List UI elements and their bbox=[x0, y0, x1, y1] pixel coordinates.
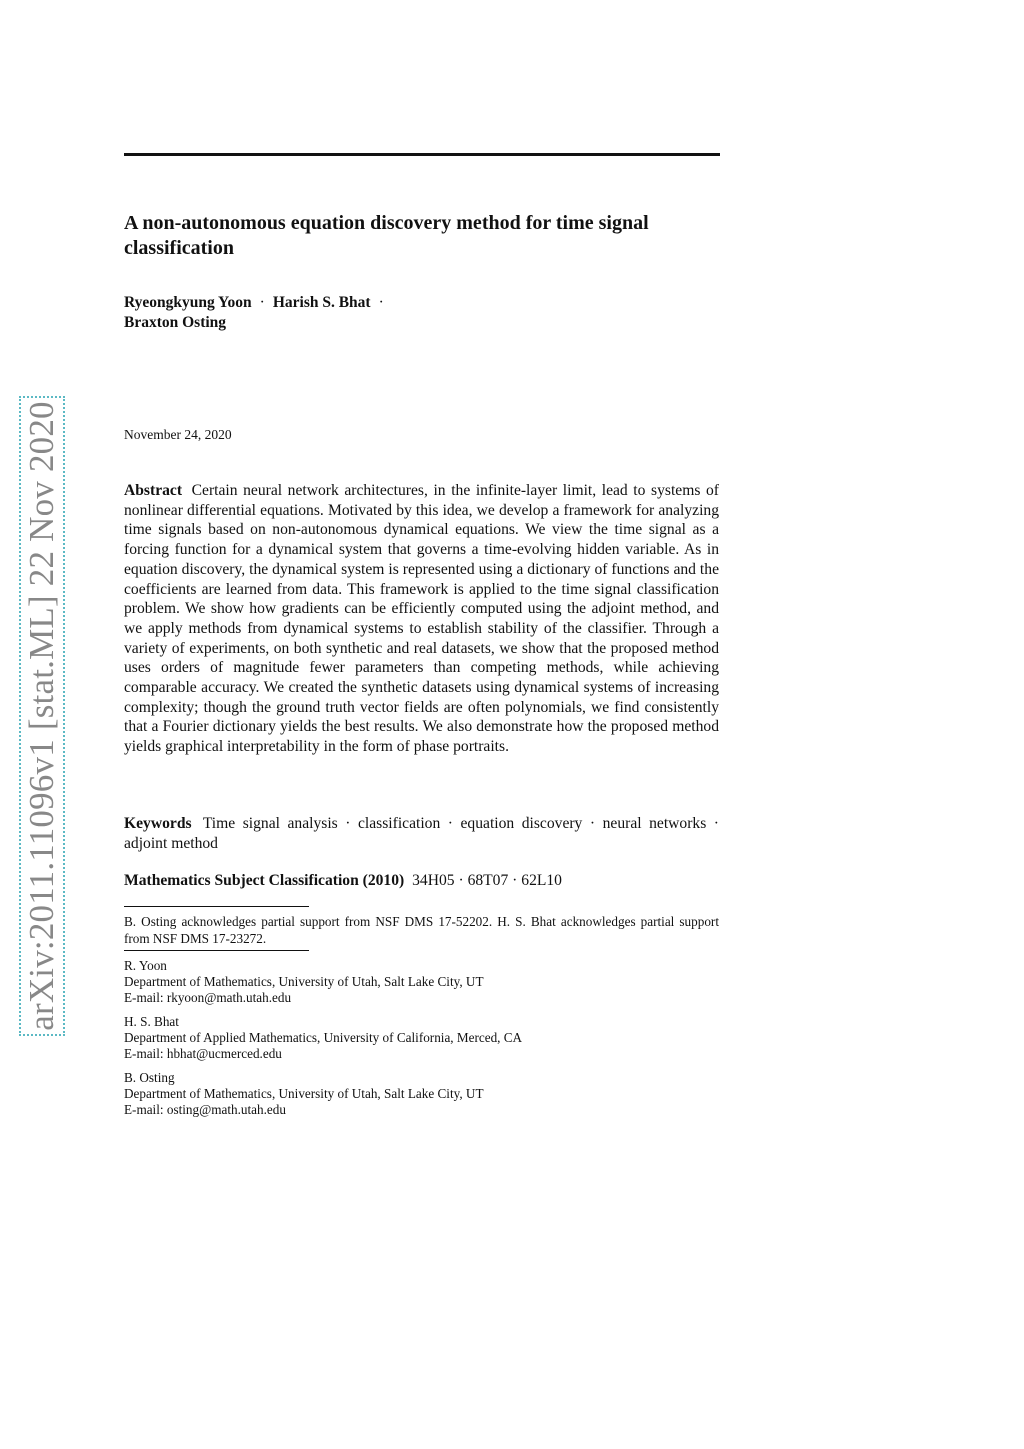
author-name: Ryeongkyung Yoon bbox=[124, 294, 252, 311]
msc-classification bbox=[124, 871, 719, 891]
affiliation-email: E-mail: hbhat@ucmerced.edu bbox=[124, 1046, 282, 1061]
affiliation-dept: Department of Applied Mathematics, University of California, Merced, CA bbox=[124, 1030, 523, 1045]
author-name: Harish S. Bhat bbox=[272, 294, 371, 311]
author-list bbox=[124, 293, 724, 333]
keywords-text: Time signal analysis · classification · equation discovery · neural networks · adjoint method bbox=[124, 815, 719, 852]
affiliation-name: H. S. Bhat bbox=[124, 1014, 179, 1029]
affiliation-block bbox=[124, 1014, 719, 1062]
footnote-rule bbox=[124, 906, 309, 907]
affiliation-block bbox=[124, 958, 719, 1006]
arxiv-stamp: arXiv:2011.11096v1 [stat.ML] 22 Nov 2020 bbox=[22, 401, 61, 1031]
paper-title: A non-autonomous equation discovery method for time signal classification bbox=[124, 212, 649, 259]
keywords-label: Keywords bbox=[124, 815, 192, 832]
author-name: Braxton Osting bbox=[124, 314, 227, 331]
affiliation-dept: Department of Mathematics, University of Utah, Salt Lake City, UT bbox=[124, 974, 484, 989]
paper-date: November 24, 2020 bbox=[124, 427, 232, 442]
msc-label: Mathematics Subject Classification (2010) bbox=[124, 872, 405, 889]
msc-codes: 34H05 · 68T07 · 62L10 bbox=[412, 872, 562, 889]
abstract-text: Certain neural network architectures, in the infinite-layer limit, lead to systems of nonlinear differential equations. Motivated by this idea, we develop a framework for analyzing time signals based on non-autonomous dynamical equations. We view the time signal as a forcing function for a dynamical system that governs a time-evolving hidden variable. As in equation discovery, the dynamical system is represented using a dictionary of functions and the coefficients are learned from data. This framework is applied to the time signal classification problem. We show how gradients can be efficiently computed using the adjoint method, and we apply methods from dynamical systems to establish stability of the classifier. Through a variety of experiments, on both synthetic and real datasets, we show that the proposed method uses orders of magnitude fewer parameters than competing methods, while achieving comparable accuracy. We created the synthetic datasets using dynamical systems of increasing complexity; though the ground truth vector fields are often polynomials, we find consistently that a Fourier dictionary yields the best results. We also demonstrate how the proposed method yields graphical interpretability in the form of phase portraits. bbox=[124, 482, 719, 756]
top-rule bbox=[124, 153, 720, 156]
footnote-rule bbox=[124, 950, 309, 951]
author-separator: · bbox=[378, 294, 384, 311]
affiliation-block bbox=[124, 1070, 719, 1118]
affiliation-email: E-mail: osting@math.utah.edu bbox=[124, 1102, 286, 1117]
affiliation-dept: Department of Mathematics, University of Utah, Salt Lake City, UT bbox=[124, 1086, 484, 1101]
funding-note: B. Osting acknowledges partial support from NSF DMS 17-52202. H. S. Bhat acknowledges partial support from NSF DMS 17-23272. bbox=[124, 914, 719, 946]
affiliation-name: R. Yoon bbox=[124, 958, 167, 973]
author-separator: · bbox=[259, 294, 265, 311]
abstract bbox=[124, 481, 719, 757]
keywords bbox=[124, 814, 719, 854]
affiliation-email: E-mail: rkyoon@math.utah.edu bbox=[124, 990, 292, 1005]
abstract-label: Abstract bbox=[124, 482, 183, 499]
affiliation-name: B. Osting bbox=[124, 1070, 175, 1085]
